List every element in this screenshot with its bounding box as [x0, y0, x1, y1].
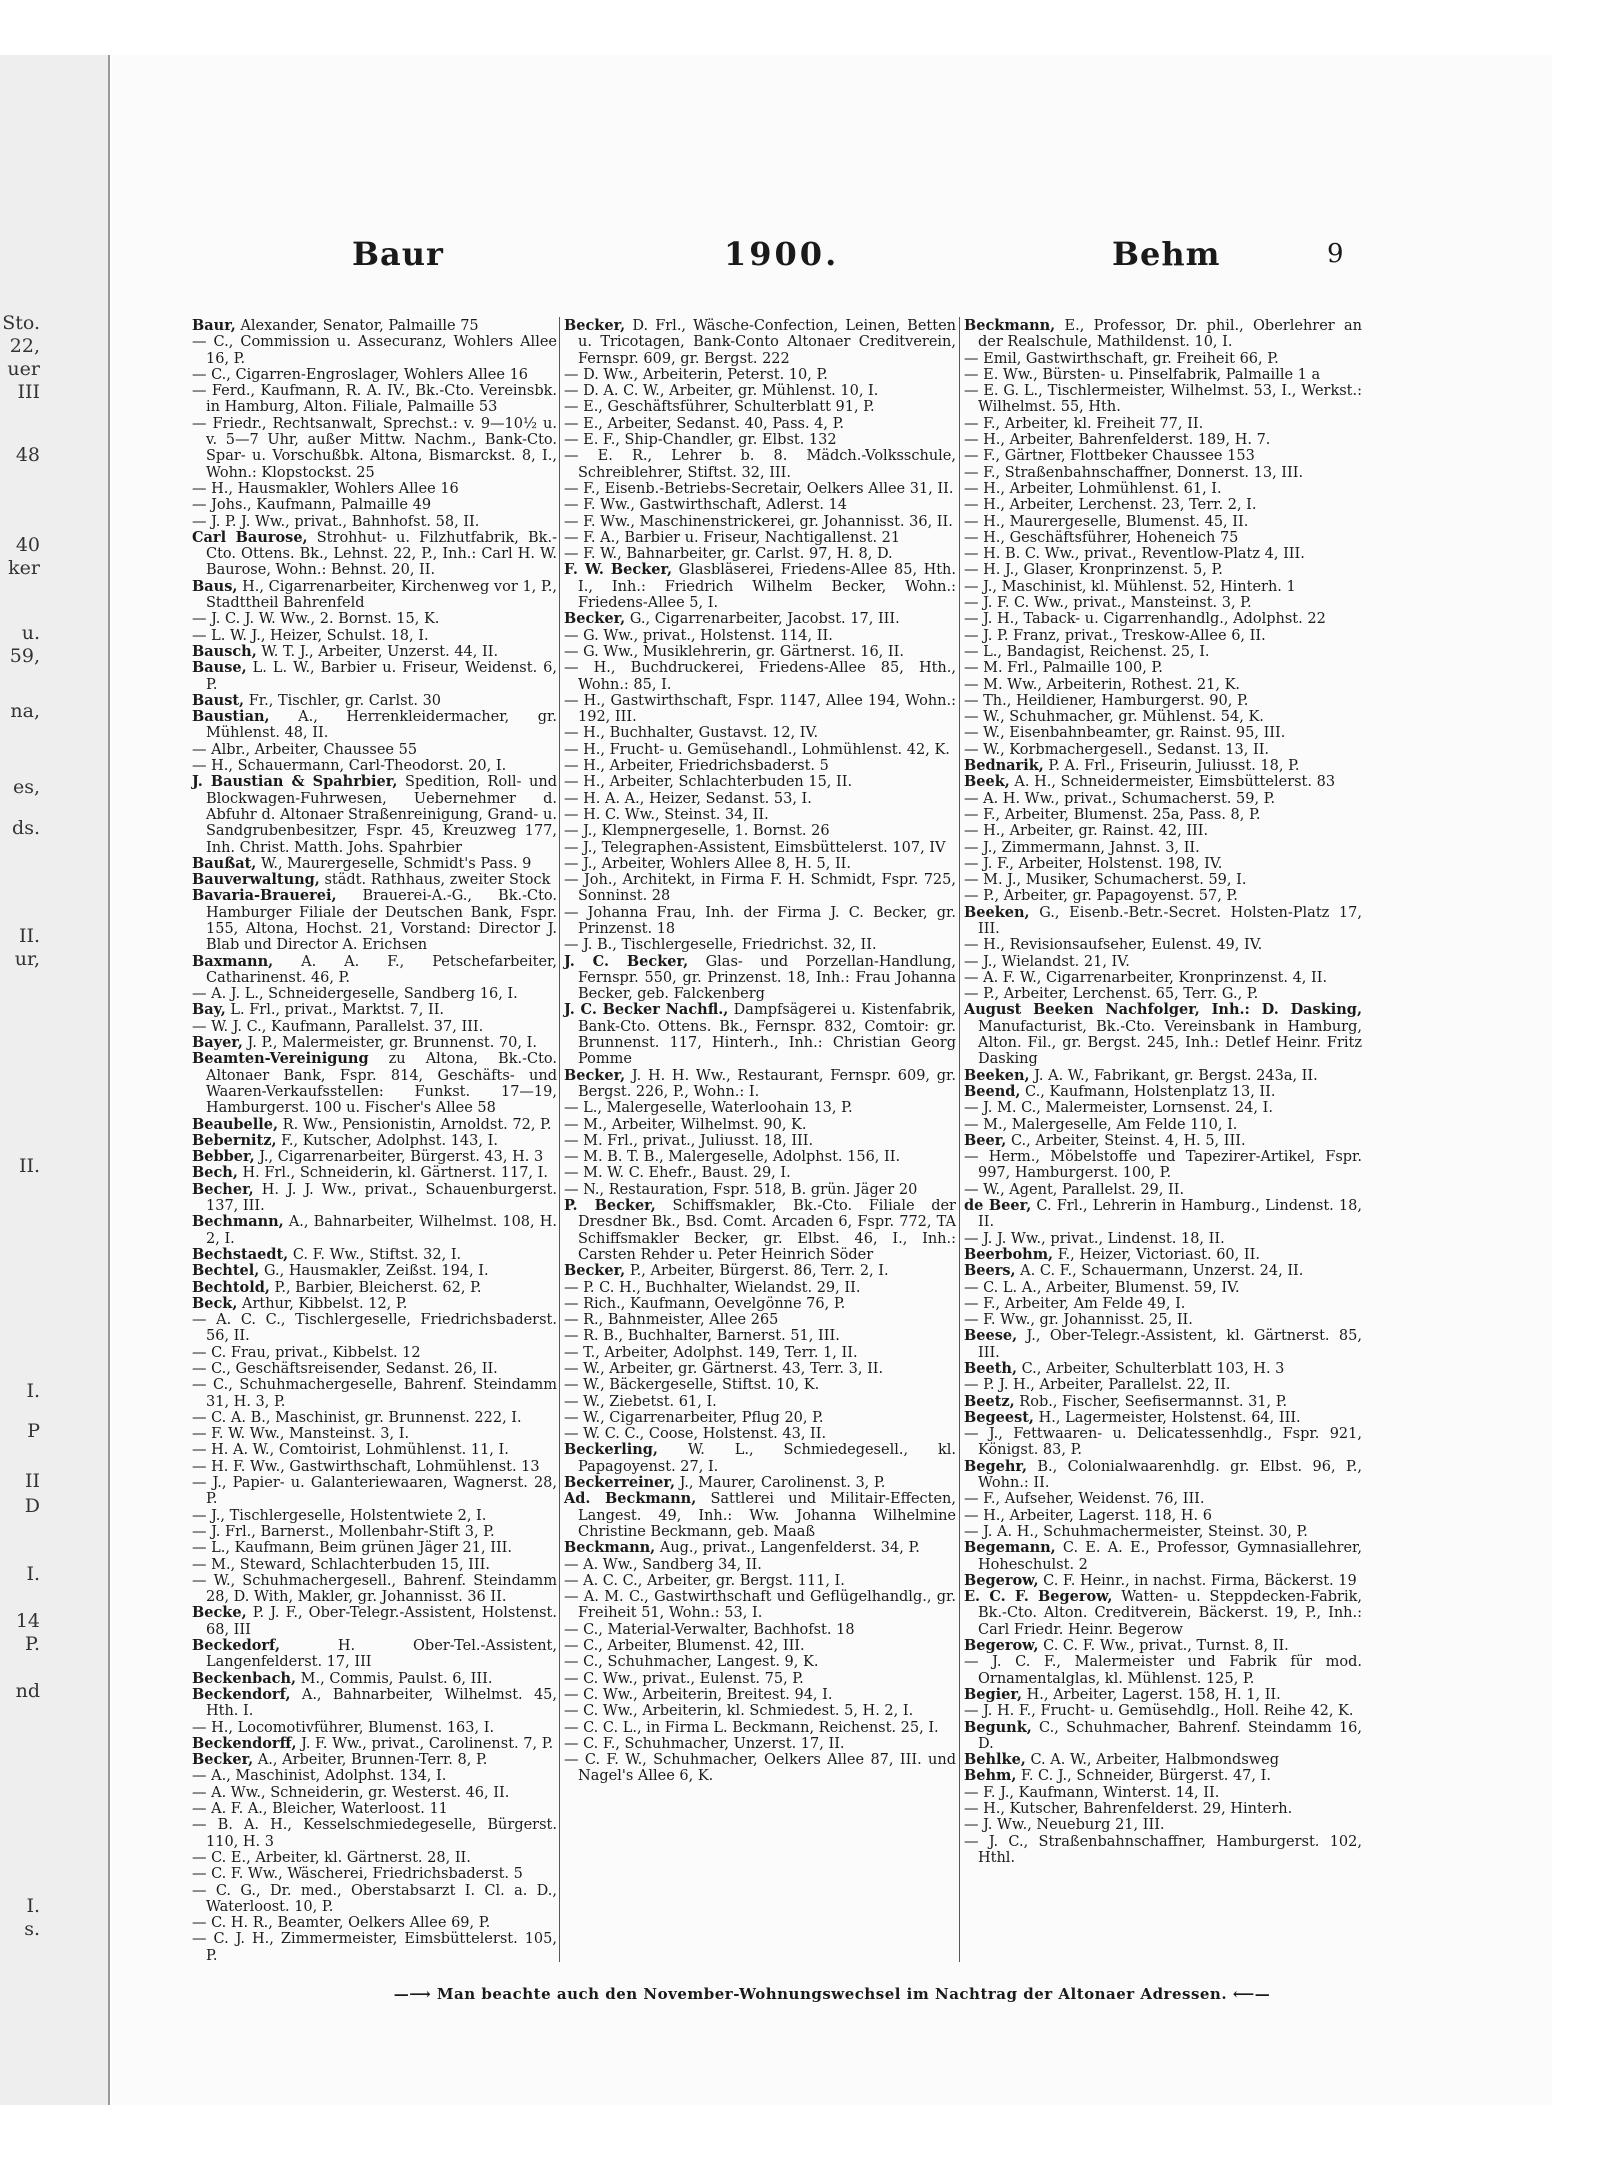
directory-entry: — F. Ww., Gastwirthschaft, Adlerst. 14	[564, 497, 847, 514]
directory-entry: — J., Tischlergeselle, Holstentwiete 2, I.	[192, 1507, 487, 1524]
directory-entry: — H. A. A., Heizer, Sedanst. 53, I.	[564, 790, 812, 807]
directory-entry: — D. A. C. W., Arbeiter, gr. Mühlenst. 10, I.	[564, 383, 879, 400]
directory-entry: — C. L. A., Arbeiter, Blumenst. 59, IV.	[964, 1279, 1240, 1296]
directory-entry: — A. J. L., Schneidergeselle, Sandberg 16, I.	[192, 986, 518, 1003]
directory-entry: — B. A. H., Kesselschmiedegeselle, Bürgerst. 110, H. 3	[192, 1817, 557, 1850]
directory-entry: — Friedr., Rechtsanwalt, Sprechst.: v. 9—10½ u. v. 5—7 Uhr, außer Mittw. Nachm., Bank-Cto. Spar- u. Vorschußbk. Altona, Bismarckst. 8, I., Wohn.: Klopstockst. 25	[192, 415, 557, 481]
directory-entry: Bechtel, G., Hausmakler, Zeißst. 194, I.	[192, 1262, 489, 1280]
directory-entry: Baur, Alexander, Senator, Palmaille 75	[192, 317, 479, 334]
directory-entry: — F., Straßenbahnschaffner, Donnerst. 13, III.	[964, 464, 1304, 481]
directory-entry: — H., Buchdruckerei, Friedens-Allee 85, Hth., Wohn.: 85, I.	[564, 660, 956, 693]
directory-entry: — A. C. C., Arbeiter, gr. Bergst. 111, I.	[564, 1572, 845, 1589]
directory-entry: — M. J., Musiker, Schumacherst. 59, I.	[964, 872, 1247, 889]
directory-entry: Becker, A., Arbeiter, Brunnen-Terr. 8, P.	[192, 1751, 488, 1769]
directory-entry: — M., Arbeiter, Wilhelmst. 90, K.	[564, 1116, 807, 1133]
directory-entry: — C., Cigarren-Engroslager, Wohlers Allee 16	[192, 366, 529, 383]
directory-entry: — J. A. H., Schuhmachermeister, Steinst. 30, P.	[964, 1523, 1308, 1540]
directory-entry: Bebber, J., Cigarrenarbeiter, Bürgerst. 43, H. 3	[192, 1148, 544, 1166]
directory-entry: — E. F., Ship-Chandler, gr. Elbst. 132	[564, 432, 837, 449]
directory-entry: — J., Arbeiter, Wohlers Allee 8, H. 5, II.	[564, 855, 852, 872]
directory-entry: — Th., Heildiener, Hamburgerst. 90, P.	[964, 692, 1249, 709]
directory-entry: Bay, L. Frl., privat., Marktst. 7, II.	[192, 1001, 445, 1019]
directory-column-1	[192, 318, 557, 1964]
directory-entry: — W. C. C., Coose, Holstenst. 43, II.	[564, 1426, 827, 1443]
directory-entry: — W., Korbmachergesell., Sedanst. 13, II.	[964, 741, 1270, 758]
directory-entry: — C. Ww., Arbeiterin, Breitest. 94, I.	[564, 1686, 833, 1703]
directory-entry: — J. F. C. Ww., privat., Mansteinst. 3, P.	[964, 595, 1252, 612]
header-year: 1900.	[724, 235, 840, 273]
directory-entry: — H., Revisionsaufseher, Eulenst. 49, IV.	[964, 937, 1263, 954]
directory-entry: Bebernitz, F., Kutscher, Adolphst. 143, I.	[192, 1131, 498, 1149]
directory-entry: — H. C. Ww., Steinst. 34, II.	[564, 806, 769, 823]
directory-entry: — J. P. J. Ww., privat., Bahnhofst. 58, II.	[192, 513, 480, 530]
directory-entry: — W., Eisenbahnbeamter, gr. Rainst. 95, III.	[964, 725, 1286, 742]
directory-entry: — L., Kaufmann, Beim grünen Jäger 21, III.	[192, 1540, 513, 1557]
directory-entry: Becker, P., Arbeiter, Bürgerst. 86, Terr. 2, I.	[564, 1262, 889, 1280]
directory-entry: — F., Eisenb.-Betriebs-Secretair, Oelkers Allee 31, II.	[564, 480, 954, 497]
directory-entry: — J. C. F., Malermeister und Fabrik für mod. Ornamentalglas, kl. Mühlenst. 125, P.	[964, 1654, 1362, 1687]
directory-entry: — C. J. H., Zimmermeister, Eimsbüttelerst. 105, P.	[192, 1931, 557, 1964]
directory-entry: — H., Hausmakler, Wohlers Allee 16	[192, 480, 459, 497]
directory-entry: — E. Ww., Bürsten- u. Pinselfabrik, Palmaille 1 a	[964, 366, 1321, 383]
facing-page-fragment: II.	[18, 1155, 40, 1177]
directory-entry: — E. R., Lehrer b. 8. Mädch.-Volksschule, Schreiblehrer, Stiftst. 32, III.	[564, 448, 956, 481]
directory-entry: — H. B. C. Ww., privat., Reventlow-Platz 4, III.	[964, 546, 1305, 563]
directory-entry: Begier, H., Arbeiter, Lagerst. 158, H. 1, II.	[964, 1685, 1281, 1703]
facing-page-fragment: u.	[21, 622, 40, 644]
directory-entry: Bechstaedt, C. F. Ww., Stiftst. 32, I.	[192, 1245, 462, 1263]
directory-entry: — H., Arbeiter, Friedrichsbaderst. 5	[564, 758, 829, 775]
directory-entry: — F., Gärtner, Flottbeker Chaussee 153	[964, 448, 1255, 465]
directory-entry: Bech, H. Frl., Schneiderin, kl. Gärtnerst. 117, I.	[192, 1164, 548, 1182]
directory-entry: — H., Arbeiter, Bahrenfelderst. 189, H. 7.	[964, 432, 1271, 449]
header-right-keyword: Behm	[1112, 235, 1221, 273]
directory-entry: — C. H. R., Beamter, Oelkers Allee 69, P.	[192, 1915, 491, 1932]
directory-entry: E. C. F. Begerow, Watten- u. Steppdecken-Fabrik, Bk.-Cto. Alton. Creditverein, Bäckerst. 19, P., Inh.: Carl Friedr. Heinr. Begerow	[964, 1588, 1362, 1638]
directory-entry: — J., Telegraphen-Assistent, Eimsbüttelerst. 107, IV	[564, 839, 946, 856]
facing-page-fragment: uer	[7, 358, 40, 380]
directory-entry: Begerow, C. F. Heinr., in nachst. Firma, Bäckerst. 19	[964, 1571, 1357, 1589]
directory-entry: — H. F. Ww., Gastwirthschaft, Lohmühlenst. 13	[192, 1458, 540, 1475]
directory-entry: — W., Bäckergeselle, Stiftst. 10, K.	[564, 1377, 820, 1394]
directory-entry: — P. C. H., Buchhalter, Wielandst. 29, II.	[564, 1279, 861, 1296]
directory-entry: — C. Frau, privat., Kibbelst. 12	[192, 1344, 421, 1361]
directory-entry: Baustian, A., Herrenkleidermacher, gr. Mühlenst. 48, II.	[192, 708, 557, 742]
footer-note: —⟶ Man beachte auch den November-Wohnungswechsel im Nachtrag der Altonaer Adressen. ⟵—	[393, 1985, 1271, 2003]
facing-page-fragment: P.	[25, 1633, 40, 1655]
directory-entry: Beckmann, E., Professor, Dr. phil., Oberlehrer an der Realschule, Mathildenst. 10, I.	[964, 317, 1362, 351]
directory-entry: — P. J. H., Arbeiter, Parallelst. 22, II.	[964, 1377, 1231, 1394]
directory-entry: Beerbohm, F., Heizer, Victoriast. 60, II.	[964, 1245, 1260, 1263]
directory-entry: — M. Frl., Palmaille 100, P.	[964, 660, 1163, 677]
directory-entry: — W., Schuhmachergesell., Bahrenf. Steindamm 28, D. With, Makler, gr. Johannisst. 36 II.	[192, 1572, 557, 1606]
directory-entry: Beckmann, Aug., privat., Langenfelderst. 34, P.	[564, 1539, 920, 1557]
directory-entry: — J. C., Straßenbahnschaffner, Hamburgerst. 102, Hthl.	[964, 1833, 1362, 1866]
directory-entry: Beckerreiner, J., Maurer, Carolinenst. 3, P.	[564, 1474, 886, 1492]
directory-entry: — F. Ww., Maschinenstrickerei, gr. Johannisst. 36, II.	[564, 513, 953, 530]
directory-entry: — R., Bahnmeister, Allee 265	[564, 1312, 779, 1329]
directory-entry: Carl Baurose, Strohhut- u. Filzhutfabrik, Bk.-Cto. Ottens. Bk., Lehnst. 22, P., Inh.: Carl H. W. Baurose, Wohn.: Behnst. 20, II.	[192, 528, 557, 579]
directory-entry: — H., Geschäftsführer, Hoheneich 75	[964, 529, 1239, 546]
directory-entry: — H. A. W., Comtoirist, Lohmühlenst. 11, I.	[192, 1442, 509, 1459]
directory-entry: — P., Arbeiter, Lerchenst. 65, Terr. G., P.	[964, 986, 1259, 1003]
directory-column-3	[964, 318, 1362, 1866]
directory-entry: — A. C. C., Tischlergeselle, Friedrichsbaderst. 56, II.	[192, 1312, 557, 1345]
facing-page-fragment: 14	[15, 1610, 40, 1632]
directory-entry: — J. Ww., Neueburg 21, III.	[964, 1817, 1165, 1834]
directory-entry: — W., Schuhmacher, gr. Mühlenst. 54, K.	[964, 709, 1264, 726]
directory-entry: — P., Arbeiter, gr. Papagoyenst. 57, P.	[964, 888, 1238, 905]
directory-entry: Beamten-Vereinigung zu Altona, Bk.-Cto. Altonaer Bank, Fspr. 814, Geschäfts- und Waaren-Verkaufsstellen: Funkst. 17—19, Hamburgerst. 100 u. Fischer's Allee 58	[192, 1050, 557, 1117]
directory-entry: — C., Arbeiter, Blumenst. 42, III.	[564, 1638, 805, 1655]
directory-entry: — C., Schuhmachergeselle, Bahrenf. Steindamm 31, H. 3, P.	[192, 1377, 557, 1410]
directory-entry: — A. Ww., Schneiderin, gr. Westerst. 46, II.	[192, 1784, 510, 1801]
directory-entry: Beckerling, W. L., Schmiedegesell., kl. Papagoyenst. 27, I.	[564, 1441, 956, 1475]
directory-entry: Beck, Arthur, Kibbelst. 12, P.	[192, 1294, 408, 1312]
directory-entry: — Albr., Arbeiter, Chaussee 55	[192, 741, 418, 758]
directory-entry: de Beer, C. Frl., Lehrerin in Hamburg., Lindenst. 18, II.	[964, 1197, 1362, 1231]
facing-page-fragment: II	[24, 1470, 40, 1492]
facing-page-fragment: II.	[18, 925, 40, 947]
directory-entry: Beckendorff, J. F. Ww., privat., Carolinenst. 7, P.	[192, 1734, 554, 1752]
directory-entry: Baxmann, A. A. F., Petschefarbeiter, Catharinenst. 46, P.	[192, 952, 557, 986]
directory-entry: Behm, F. C. J., Schneider, Bürgerst. 47, I.	[964, 1767, 1271, 1785]
directory-entry: Baust, Fr., Tischler, gr. Carlst. 30	[192, 691, 442, 709]
directory-entry: Baußat, W., Maurergeselle, Schmidt's Pass. 9	[192, 854, 532, 872]
directory-entry: — Joh., Architekt, in Firma F. H. Schmidt, Fspr. 725, Sonninst. 28	[564, 872, 956, 905]
directory-entry: — C. E., Arbeiter, kl. Gärtnerst. 28, II.	[192, 1849, 471, 1866]
directory-entry: — F., Arbeiter, Am Felde 49, I.	[964, 1295, 1186, 1312]
directory-entry: J. Baustian & Spahrbier, Spedition, Roll- und Blockwagen-Fuhrwesen, Uebernehmer d. Abfuhr d. Altonaer Straßenreinigung, Grand- u. Sandgrubenbesitzer, Fspr. 45, Kreuzweg 177, Inh. Christ. Matth. Johs. Spahrbier	[192, 773, 557, 856]
directory-entry: — H., Arbeiter, gr. Rainst. 42, III.	[964, 823, 1209, 840]
directory-entry: Beeken, G., Eisenb.-Betr.-Secret. Holsten-Platz 17, III.	[964, 903, 1362, 937]
directory-entry: — W., Ziebetst. 61, I.	[564, 1393, 717, 1410]
directory-entry: — Johanna Frau, Inh. der Firma J. C. Becker, gr. Prinzenst. 18	[564, 904, 956, 937]
directory-entry: — M. Frl., privat., Juliusst. 18, III.	[564, 1132, 814, 1149]
directory-entry: Beckenbach, M., Commis, Paulst. 6, III.	[192, 1669, 493, 1687]
directory-entry: — A., Maschinist, Adolphst. 134, I.	[192, 1768, 447, 1785]
directory-entry: F. W. Becker, Glasbläserei, Friedens-Allee 85, Hth. I., Inh.: Friedrich Wilhelm Becker, Wohn.: Friedens-Allee 5, I.	[564, 561, 956, 612]
directory-entry: — C. Ww., Arbeiterin, kl. Schmiedest. 5, H. 2, I.	[564, 1703, 914, 1720]
directory-entry: — J. Frl., Barnerst., Mollenbahr-Stift 3, P.	[192, 1523, 495, 1540]
directory-entry: Beckendorf, A., Bahnarbeiter, Wilhelmst. 45, Hth. I.	[192, 1685, 557, 1720]
directory-entry: — F. Ww., gr. Johannisst. 25, II.	[964, 1312, 1193, 1329]
directory-entry: — H., Arbeiter, Lerchenst. 23, Terr. 2, I.	[964, 497, 1257, 514]
directory-entry: Bauverwaltung, städt. Rathhaus, zweiter Stock	[192, 871, 551, 889]
directory-entry: — J. H. F., Frucht- u. Gemüsehdlg., Holl. Reihe 42, K.	[964, 1703, 1354, 1720]
directory-entry: Beckedorf, H. Ober-Tel.-Assistent, Langenfelderst. 17, III	[192, 1637, 557, 1671]
facing-page-fragment: s.	[24, 1918, 40, 1940]
directory-entry: — J. P. Franz, privat., Treskow-Allee 6, II.	[964, 627, 1266, 644]
directory-entry: — W., Arbeiter, gr. Gärtnerst. 43, Terr. 3, II.	[564, 1361, 884, 1377]
facing-page-fragment: Sto.	[2, 312, 40, 334]
directory-entry: — H., Maurergeselle, Blumenst. 45, II.	[964, 513, 1249, 530]
directory-entry: — A. F. A., Bleicher, Waterloost. 11	[192, 1801, 448, 1818]
directory-entry: — J. H., Taback- u. Cigarrenhandlg., Adolphst. 22	[964, 611, 1326, 628]
directory-column-2	[564, 318, 956, 1785]
directory-entry: Begemann, C. E. A. E., Professor, Gymnasiallehrer, Hoheschulst. 2	[964, 1539, 1362, 1573]
directory-entry: — J. C. J. W. Ww., 2. Bornst. 15, K.	[192, 611, 440, 628]
directory-entry: — H., Locomotivführer, Blumenst. 163, I.	[192, 1719, 495, 1736]
directory-entry: — F., Aufseher, Weidenst. 76, III.	[964, 1491, 1205, 1508]
directory-entry: — F. J., Kaufmann, Winterst. 14, II.	[964, 1784, 1220, 1801]
facing-page-fragment: na,	[10, 700, 40, 722]
directory-entry: — C. A. B., Maschinist, gr. Brunnenst. 222, I.	[192, 1409, 522, 1426]
directory-entry: Begeest, H., Lagermeister, Holstenst. 64, III.	[964, 1408, 1301, 1426]
directory-entry: — J., Maschinist, kl. Mühlenst. 52, Hinterh. 1	[964, 578, 1296, 595]
directory-entry: — C. F., Schuhmacher, Unzerst. 17, II.	[564, 1735, 845, 1752]
directory-entry: — C. F. Ww., Wäscherei, Friedrichsbaderst. 5	[192, 1866, 523, 1883]
directory-entry: — C. C. L., in Firma L. Beckmann, Reichenst. 25, I.	[564, 1719, 939, 1736]
directory-entry: — H., Buchhalter, Gustavst. 12, IV.	[564, 725, 819, 742]
directory-entry: August Beeken Nachfolger, Inh.: D. Dasking, Manufacturist, Bk.-Cto. Vereinsbank in Hamburg, Alton. Fil., gr. Bergst. 245, Inh.: Detlef Heinr. Fritz Dasking	[964, 1001, 1362, 1068]
facing-page-fragment: 48	[15, 444, 40, 466]
facing-page-fragment: ds.	[12, 817, 40, 839]
header-left-keyword: Baur	[352, 235, 444, 273]
directory-entry: — C., Commission u. Assecuranz, Wohlers Allee 16, P.	[192, 334, 557, 367]
directory-entry: — M., Malergeselle, Am Felde 110, I.	[964, 1116, 1238, 1133]
directory-entry: — W., Agent, Parallelst. 29, II.	[964, 1181, 1185, 1198]
directory-entry: — H., Schauermann, Carl-Theodorst. 20, I.	[192, 758, 507, 775]
directory-entry: Becker, J. H. H. Ww., Restaurant, Fernspr. 609, gr. Bergst. 226, P., Wohn.: I.	[564, 1066, 956, 1100]
directory-entry: — A. H. Ww., privat., Schumacherst. 59, P.	[964, 790, 1276, 807]
facing-page-fragment: ker	[8, 557, 40, 579]
facing-page-fragment: 59,	[9, 645, 40, 667]
directory-entry: Bayer, J. P., Malermeister, gr. Brunnenst. 70, I.	[192, 1034, 537, 1052]
directory-entry: Bausch, W. T. J., Arbeiter, Unzerst. 44, II.	[192, 642, 499, 660]
facing-page-fragment: III	[17, 381, 40, 403]
directory-entry: — J., Klempnergeselle, 1. Bornst. 26	[564, 823, 830, 840]
directory-entry: — G. Ww., privat., Holstenst. 114, II.	[564, 627, 833, 644]
directory-entry: Becker, D. Frl., Wäsche-Confection, Leinen, Betten u. Tricotagen, Bank-Conto Altonaer Creditverein, Fernspr. 609, gr. Bergst. 222	[564, 317, 956, 367]
directory-entry: — J., Wielandst. 21, IV.	[964, 953, 1130, 970]
directory-entry: — A. F. W., Cigarrenarbeiter, Kronprinzenst. 4, II.	[964, 969, 1328, 986]
directory-entry: — H., Kutscher, Bahrenfelderst. 29, Hinterh.	[964, 1801, 1293, 1818]
directory-entry: — J. M. C., Malermeister, Lornsenst. 24, I.	[964, 1100, 1273, 1117]
directory-entry: — L., Bandagist, Reichenst. 25, I.	[964, 643, 1210, 660]
directory-entry: — G. Ww., Musiklehrerin, gr. Gärtnerst. 16, II.	[564, 643, 904, 660]
facing-page-fragment: I.	[26, 1563, 40, 1585]
directory-entry: — C. Ww., privat., Eulenst. 75, P.	[564, 1670, 804, 1687]
column-divider	[559, 317, 560, 1962]
page-number: 9	[1327, 239, 1344, 269]
facing-page-fragment: I.	[26, 1380, 40, 1402]
directory-entry: Becker, G., Cigarrenarbeiter, Jacobst. 17, III.	[564, 610, 900, 628]
directory-entry: — E. G. L., Tischlermeister, Wilhelmst. 53, I., Werkst.: Wilhelmst. 55, Hth.	[964, 383, 1362, 416]
directory-entry: — J. B., Tischlergeselle, Friedrichst. 32, II.	[564, 937, 877, 954]
directory-entry: Behlke, C. A. W., Arbeiter, Halbmondsweg	[964, 1751, 1280, 1769]
directory-entry: J. C. Becker Nachfl., Dampfsägerei u. Kistenfabrik, Bank-Cto. Ottens. Bk., Fernspr. 832, Comtoir: gr. Brunnenst. 117, Hinterh., Inh.: Christian Georg Pomme	[564, 1001, 956, 1068]
directory-entry: Bavaria-Brauerei, Brauerei-A.-G., Bk.-Cto. Hamburger Filiale der Deutschen Bank, Fspr. 155, Altona, Hochst. 21, Vorstand: Director J. Blab und Director A. Erichsen	[192, 887, 557, 954]
facing-page-fragment: nd	[15, 1680, 40, 1702]
directory-entry: Beer, C., Arbeiter, Steinst. 4, H. 5, III.	[964, 1131, 1246, 1149]
directory-entry: — M., Steward, Schlachterbuden 15, III.	[192, 1556, 490, 1573]
directory-entry: — W. J. C., Kaufmann, Parallelst. 37, III.	[192, 1018, 484, 1035]
directory-entry: — E., Arbeiter, Sedanst. 40, Pass. 4, P.	[564, 415, 845, 432]
directory-entry: — H., Arbeiter, Schlachterbuden 15, II.	[564, 774, 853, 791]
directory-entry: — H. J., Glaser, Kronprinzenst. 5, P.	[964, 562, 1223, 579]
directory-entry: — F. W. Ww., Mansteinst. 3, I.	[192, 1426, 410, 1443]
directory-entry: — J., Zimmermann, Jahnst. 3, II.	[964, 839, 1200, 856]
directory-entry: Beaubelle, R. Ww., Pensionistin, Arnoldst. 72, P.	[192, 1115, 552, 1133]
directory-entry: Beetz, Rob., Fischer, Seefisermannst. 31, P.	[964, 1392, 1288, 1410]
directory-entry: — J. F., Arbeiter, Holstenst. 198, IV.	[964, 855, 1223, 872]
directory-entry: — A. M. C., Gastwirthschaft und Geflügelhandlg., gr. Freiheit 51, Wohn.: 53, I.	[564, 1589, 956, 1622]
directory-entry: — C. G., Dr. med., Oberstabsarzt I. Cl. a. D., Waterloost. 10, P.	[192, 1882, 557, 1915]
directory-entry: — F., Arbeiter, kl. Freiheit 77, II.	[964, 415, 1204, 432]
directory-entry: Bednarik, P. A. Frl., Friseurin, Juliusst. 18, P.	[964, 757, 1300, 775]
directory-entry: Beek, A. H., Schneidermeister, Eimsbüttelerst. 83	[964, 773, 1336, 791]
directory-entry: — T., Arbeiter, Adolphst. 149, Terr. 1, II.	[564, 1344, 858, 1361]
directory-entry: Baus, H., Cigarrenarbeiter, Kirchenweg vor 1, P., Stadttheil Bahrenfeld	[192, 577, 557, 612]
directory-entry: — C., Schuhmacher, Langest. 9, K.	[564, 1654, 819, 1671]
directory-entry: Beeken, J. A. W., Fabrikant, gr. Bergst. 243a, II.	[964, 1066, 1318, 1084]
directory-entry: Bause, L. L. W., Barbier u. Friseur, Weidenst. 6, P.	[192, 659, 557, 693]
directory-entry: J. C. Becker, Glas- und Porzellan-Handlung, Fernspr. 550, gr. Prinzenst. 18, Inh.: Frau Johanna Becker, geb. Falckenberg	[564, 952, 956, 1003]
directory-entry: — F. A., Barbier u. Friseur, Nachtigallenst. 21	[564, 529, 901, 546]
facing-page-fragment: 40	[15, 534, 40, 556]
directory-entry: — W., Cigarrenarbeiter, Pflug 20, P.	[564, 1409, 824, 1426]
directory-entry: — H., Arbeiter, Lagerst. 118, H. 6	[964, 1507, 1212, 1524]
directory-entry: — C., Material-Verwalter, Bachhofst. 18	[564, 1621, 855, 1638]
directory-entry: Becher, H. J. J. Ww., privat., Schauenburgerst. 137, III.	[192, 1180, 557, 1215]
directory-entry: Begehr, B., Colonialwaarenhdlg. gr. Elbst. 96, P., Wohn.: II.	[964, 1457, 1362, 1492]
directory-entry: — F. W., Bahnarbeiter, gr. Carlst. 97, H. 8, D.	[564, 546, 893, 563]
directory-entry: — J., Fettwaaren- u. Delicatessenhdlg., Fspr. 921, Königst. 83, P.	[964, 1426, 1362, 1459]
directory-entry: Bechtold, P., Barbier, Bleicherst. 62, P.	[192, 1278, 482, 1296]
column-divider	[959, 317, 960, 1962]
directory-entry: — D. Ww., Arbeiterin, Peterst. 10, P.	[564, 366, 828, 383]
directory-entry: — M. B. T. B., Malergeselle, Adolphst. 156, II.	[564, 1149, 901, 1166]
directory-entry: — L., Malergeselle, Waterloohain 13, P.	[564, 1100, 853, 1117]
directory-entry: Bechmann, A., Bahnarbeiter, Wilhelmst. 108, H. 2, I.	[192, 1213, 557, 1247]
directory-entry: — H., Frucht- u. Gemüsehandl., Lohmühlenst. 42, K.	[564, 741, 950, 758]
facing-page-fragment: 22,	[9, 335, 40, 357]
directory-entry: Beend, C., Kaufmann, Holstenplatz 13, II.	[964, 1082, 1276, 1100]
directory-entry: — H., Arbeiter, Lohmühlenst. 61, I.	[964, 480, 1222, 497]
directory-entry: Beese, J., Ober-Telegr.-Assistent, kl. Gärtnerst. 85, III.	[964, 1327, 1362, 1361]
directory-entry: — Ferd., Kaufmann, R. A. IV., Bk.-Cto. Vereinsbk. in Hamburg, Alton. Filiale, Palmaille 53	[192, 383, 557, 416]
directory-entry: Beers, A. C. F., Schauermann, Unzerst. 24, II.	[964, 1262, 1304, 1280]
directory-entry: — F., Arbeiter, Blumenst. 25a, Pass. 8, P.	[964, 806, 1261, 823]
directory-page	[112, 55, 1552, 2105]
directory-entry: — A. Ww., Sandberg 34, II.	[564, 1556, 762, 1573]
directory-entry: P. Becker, Schiffsmakler, Bk.-Cto. Filiale der Dresdner Bk., Bsd. Comt. Arcaden 6, Fspr. 772, TA Schiffsmakler Becker, gr. Elbst. 46, I., Inh.: Carsten Rehder u. Peter Heinrich Söder	[564, 1197, 956, 1263]
directory-entry: — N., Restauration, Fspr. 518, B. grün. Jäger 20	[564, 1181, 918, 1198]
directory-entry: — E., Geschäftsführer, Schulterblatt 91, P.	[564, 399, 875, 416]
directory-entry: — R. B., Buchhalter, Barnerst. 51, III.	[564, 1328, 840, 1345]
directory-entry: — Emil, Gastwirthschaft, gr. Freiheit 66, P.	[964, 350, 1279, 367]
directory-entry: — Johs., Kaufmann, Palmaille 49	[192, 497, 432, 514]
directory-entry: Ad. Beckmann, Sattlerei und Militair-Effecten, Langest. 49, Inh.: Ww. Johanna Wilhelmine Christine Beckmann, geb. Maaß	[564, 1490, 956, 1540]
facing-page-fragment: D	[24, 1495, 40, 1517]
directory-entry: — C., Geschäftsreisender, Sedanst. 26, II.	[192, 1361, 498, 1377]
directory-entry: — C. F. W., Schuhmacher, Oelkers Allee 87, III. und Nagel's Allee 6, K.	[564, 1752, 956, 1785]
directory-entry: — J. J. Ww., privat., Lindenst. 18, II.	[964, 1230, 1225, 1247]
directory-entry: — Rich., Kaufmann, Oevelgönne 76, P.	[564, 1295, 846, 1312]
directory-entry: Becke, P. J. F., Ober-Telegr.-Assistent, Holstenst. 68, III	[192, 1604, 557, 1638]
directory-entry: Beeth, C., Arbeiter, Schulterblatt 103, H. 3	[964, 1360, 1285, 1377]
directory-entry: — Herm., Möbelstoffe und Tapezirer-Artikel, Fspr. 997, Hamburgerst. 100, P.	[964, 1149, 1362, 1182]
previous-page-edge	[0, 55, 110, 2105]
directory-entry: Begunk, C., Schuhmacher, Bahrenf. Steindamm 16, D.	[964, 1718, 1362, 1752]
facing-page-fragment: P	[27, 1420, 40, 1442]
facing-page-fragment: es,	[12, 776, 40, 798]
page-header	[112, 235, 1552, 275]
directory-entry: — M. W. C. Ehefr., Baust. 29, I.	[564, 1165, 791, 1182]
facing-page-fragment: ur,	[14, 948, 40, 970]
directory-entry: — M. Ww., Arbeiterin, Rothest. 21, K.	[964, 676, 1241, 693]
directory-entry: — H., Gastwirthschaft, Fspr. 1147, Allee 194, Wohn.: 192, III.	[564, 692, 956, 726]
directory-entry: Begerow, C. C. F. Ww., privat., Turnst. 8, II.	[964, 1637, 1289, 1655]
directory-entry: — L. W. J., Heizer, Schulst. 18, I.	[192, 627, 429, 644]
facing-page-fragment: I.	[26, 1895, 40, 1917]
directory-entry: — J., Papier- u. Galanteriewaaren, Wagnerst. 28, P.	[192, 1475, 557, 1508]
